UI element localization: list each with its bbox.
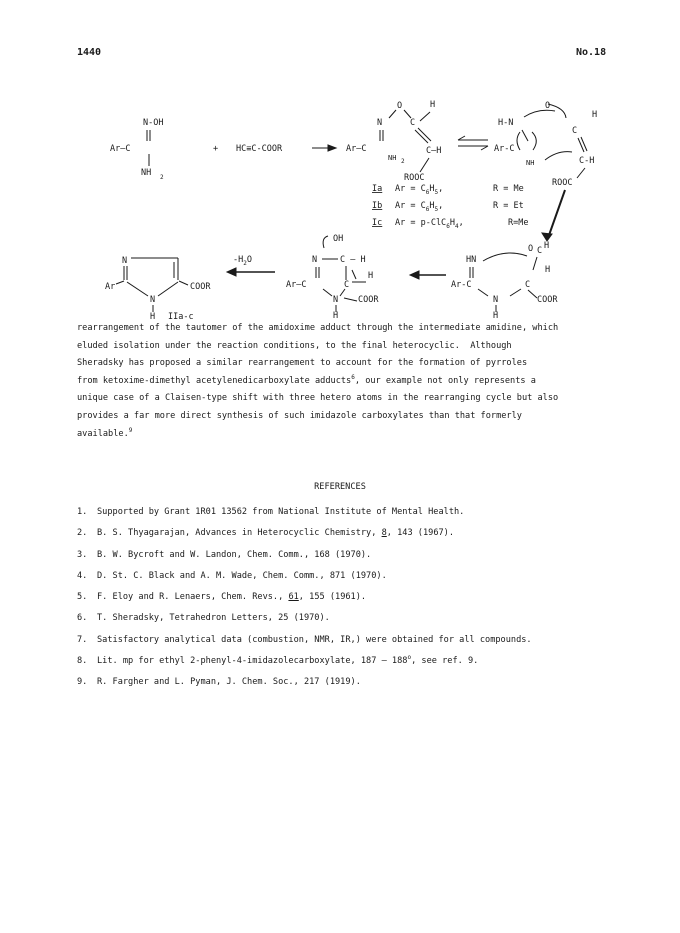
body-line-5: unique case of a Claisen-type shift with three hetero atoms in the rearranging cycle but also — [77, 393, 559, 404]
amidoxime-ar-c: Ar—C — [110, 144, 131, 154]
int1-h-bottom: H — [333, 311, 339, 320]
citation-6: 6 — [351, 373, 355, 381]
plus-sign: + — [213, 144, 219, 154]
product-h: H — [150, 312, 156, 320]
body-line-7: available.$^9$ — [77, 426, 133, 439]
adduct2-rooc: ROOC — [552, 178, 573, 188]
reference-item: 6. T. Sheradsky, Tetrahedron Letters, 25 (1970). — [77, 613, 330, 624]
svg-text:R=Me: R=Me — [508, 218, 529, 228]
body-line-1: rearrangement of the tautomer of the amidoxime adduct through the intermediate amidine, which — [77, 323, 559, 333]
int2-ar-c: Ar-C — [451, 280, 472, 290]
int2-n: N — [493, 295, 499, 305]
int2-hn: HN — [466, 255, 477, 265]
reaction-scheme — [0, 0, 680, 320]
int2-h-bottom: H — [493, 311, 499, 320]
product-ar: Ar — [105, 282, 116, 292]
body-line-6: provides a far more direct synthesis of such imidazole carboxylates than that formerly — [77, 410, 522, 421]
reference-item: 1. Supported by Grant 1R01 13562 from National Institute of Mental Health. — [77, 507, 465, 517]
citation-9: 9 — [128, 426, 133, 434]
svg-text:Ar = p-ClC6H4,: $Ar = p-ClC_6H_4$, — [395, 218, 464, 230]
int1-c: C — [344, 280, 350, 290]
adduct2-c-h: C-H — [579, 156, 595, 166]
adduct1-o: O — [397, 101, 403, 111]
int1-oh: OH — [333, 234, 344, 244]
int1-c-h: C — H — [340, 255, 366, 265]
reference-item: 5. F. Eloy and R. Lenaers, Chem. Revs., 61, 155 (1961). — [77, 592, 367, 603]
svg-text:Ib: Ib — [372, 201, 383, 211]
int1-coor: COOR — [358, 295, 379, 305]
product-label: IIa-c — [168, 312, 194, 320]
svg-text:Ic: Ic — [372, 218, 383, 228]
reference-item: 7. Satisfactory analytical data (combustion, NMR, IR,) were obtained for all compounds. — [77, 634, 532, 645]
reference-item: 4. D. St. C. Black and A. M. Wade, Chem. Comm., 871 (1970). — [77, 570, 387, 581]
svg-text:R = Et: R = Et — [493, 201, 524, 211]
product-n: N — [122, 256, 128, 266]
references-list — [77, 502, 532, 694]
references-title: REFERENCES — [314, 482, 366, 492]
amidoxime-nh2: NH — [141, 168, 152, 178]
adduct2-o: O — [545, 101, 551, 111]
svg-text:2: 2 — [401, 158, 405, 165]
body-line-2: eluded isolation under the reaction conditions, to the final heterocyclic. Although — [77, 340, 512, 351]
adduct2-h-right: H — [592, 110, 598, 120]
adduct1-nh2: NH — [388, 154, 397, 162]
int1-ar-c: Ar—C — [286, 280, 307, 290]
int1-h: H — [368, 271, 374, 281]
int1-n: N — [312, 255, 318, 265]
int2-coor: COOR — [537, 295, 558, 305]
compound-ic — [372, 218, 528, 230]
adduct1-ar-c: Ar—C — [346, 144, 367, 154]
product-coor: COOR — [190, 282, 211, 292]
int2-o: O — [528, 244, 534, 254]
body-paragraph — [77, 320, 622, 443]
page-number: 1440 — [77, 47, 102, 58]
alkyne-reagent: HC≡C-COOR — [236, 144, 283, 154]
compound-ia — [372, 184, 524, 196]
adduct2-nh: NH — [526, 159, 535, 167]
adduct2-ar-c: Ar-C — [494, 144, 515, 154]
svg-text:Ar = C6H5,: $Ar = C_6H_5$, — [395, 201, 444, 213]
svg-text:Ar = C6H5,: $Ar = C_6H_5$, — [395, 184, 444, 196]
body-line-3: Sheradsky has proposed a similar rearrangement to account for the formation of pyrroles — [77, 358, 528, 369]
adduct1-n: N — [377, 118, 383, 128]
svg-text:Ia: Ia — [372, 184, 383, 194]
reference-item: 2. B. S. Thyagarajan, Advances in Heterocyclic Chemistry, 8, 143 (1967). — [77, 528, 455, 539]
svg-text:R = Me: R = Me — [493, 184, 524, 194]
reference-item: 8. Lit. mp for ethyl 2-phenyl-4-imidazolecarboxylate, 187 — 188$^o$, see ref. 9. — [77, 654, 479, 667]
adduct2-hn: H-N — [498, 118, 514, 128]
compound-ib — [372, 201, 524, 213]
amidoxime-nh2-sub: 2 — [160, 174, 164, 181]
body-line-4: from ketoxime-dimethyl acetylenedicarboxylate adducts$^6$, our example not only represents a — [77, 373, 536, 386]
adduct1-c-top: C — [410, 118, 416, 128]
amidoxime-noh: N-OH — [143, 118, 164, 128]
adduct1-c-h: C—H — [426, 146, 442, 156]
adduct1-h-top: H — [430, 100, 436, 110]
int1-n-bottom: N — [333, 295, 339, 305]
product-nh: N — [150, 295, 156, 305]
reference-item: 3. B. W. Bycroft and W. Landon, Chem. Comm., 168 (1970). — [77, 549, 372, 560]
int2-c2: C — [525, 280, 531, 290]
int2-h-top: H — [544, 241, 550, 251]
minus-water: $-H_2O$ — [233, 255, 252, 267]
issue-number: No.18 — [576, 47, 607, 58]
int2-c-top: C — [537, 246, 543, 256]
adduct1-rooc: ROOC — [404, 173, 425, 183]
int2-h: H — [545, 265, 551, 275]
adduct2-c-top: C — [572, 126, 578, 136]
reference-item: 9. R. Fargher and L. Pyman, J. Chem. Soc., 217 (1919). — [77, 677, 361, 688]
